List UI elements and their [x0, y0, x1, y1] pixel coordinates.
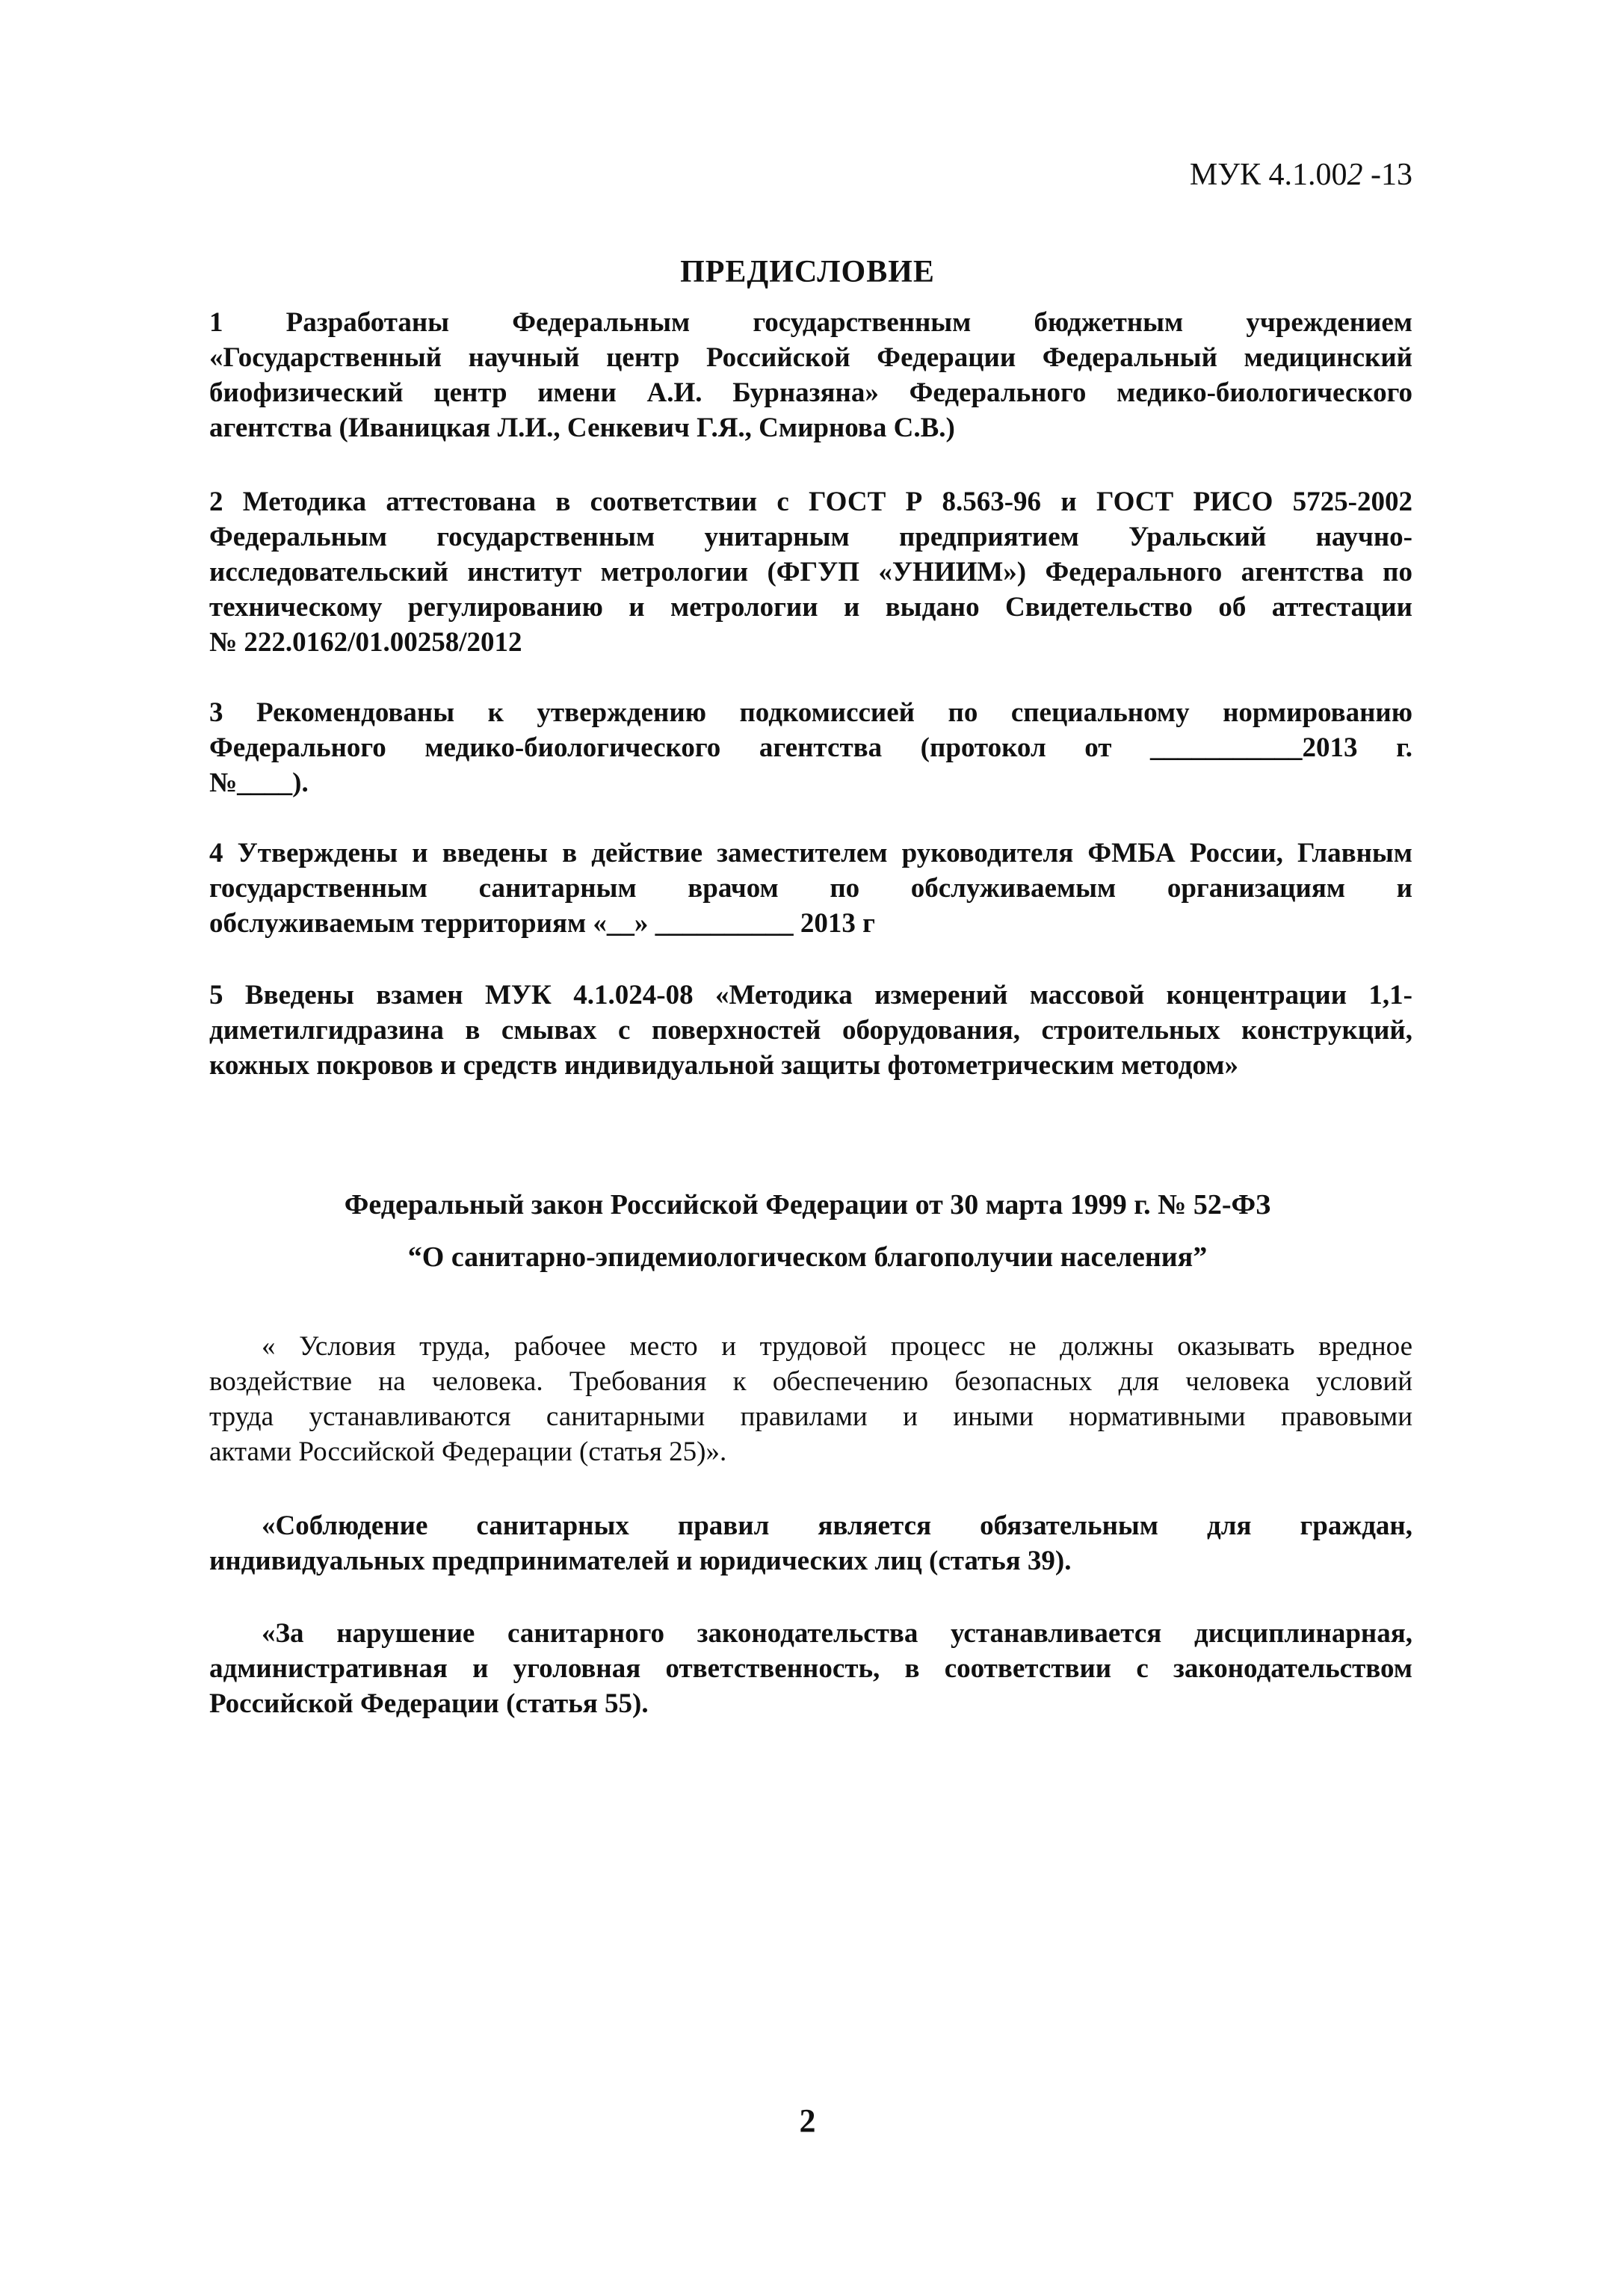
preface-item-1-line: 1 Разработаны Федеральным государственным бюджетным учреждением — [209, 307, 1412, 338]
preface-item-1 — [209, 305, 1412, 445]
preface-item-4-line: обслуживаемым территориям «__» __________ 2013 г — [209, 908, 875, 939]
preface-item-2-line: исследовательский институт метрологии (ФГУП «УНИИМ») Федерального агентства по — [209, 557, 1412, 587]
law-title: Федеральный закон Российской Федерации от 30 марта 1999 г. № 52-ФЗ — [344, 1189, 1271, 1220]
law-quote-2 — [209, 1508, 1412, 1578]
preface-title: ПРЕДИСЛОВИЕ — [680, 255, 935, 289]
page-number: 2 — [799, 2102, 816, 2139]
law-subtitle: “О санитарно-эпидемиологическом благополучии населения” — [407, 1241, 1208, 1273]
law-quote-3 — [209, 1616, 1412, 1721]
preface-item-2-line: техническому регулированию и метрологии и выдано Свидетельство об аттестации — [209, 592, 1412, 623]
law-quote-3-line: «За нарушение санитарного законодательства устанавливается дисциплинарная, — [262, 1618, 1412, 1649]
law-quote-1-line: труда устанавливаются санитарными правилами и иными нормативными правовыми — [209, 1401, 1412, 1432]
preface-item-3-line: Федерального медико-биологического агентства (протокол от ___________2013 г. — [209, 732, 1412, 763]
document-code-suffix: -13 — [1362, 158, 1412, 192]
preface-item-2 — [209, 484, 1412, 660]
preface-item-2-line: № 222.0162/01.00258/2012 — [209, 627, 522, 658]
preface-item-1-line: биофизический центр имени А.И. Бурназяна» Федерального медико-биологического — [209, 377, 1412, 408]
preface-item-4-line: 4 Утверждены и введены в действие заместителем руководителя ФМБА России, Главным — [209, 838, 1412, 868]
law-quote-1-line: воздействие на человека. Требования к обеспечению безопасных для человека условий — [209, 1366, 1412, 1397]
document-code-prefix: МУК 4.1.00 — [1189, 158, 1347, 192]
preface-item-5-line: кожных покровов и средств индивидуальной защиты фотометрическим методом» — [209, 1050, 1239, 1081]
preface-item-2-line: Федеральным государственным унитарным предприятием Уральский научно- — [209, 522, 1412, 552]
preface-item-2-line: 2 Методика аттестована в соответствии с ГОСТ Р 8.563-96 и ГОСТ РИСО 5725-2002 — [209, 487, 1412, 517]
preface-item-5-line: 5 Введены взамен МУК 4.1.024-08 «Методика измерений массовой концентрации 1,1- — [209, 980, 1412, 1010]
law-quote-2-line: индивидуальных предпринимателей и юридических лиц (статья 39). — [209, 1546, 1072, 1576]
preface-item-3 — [209, 695, 1412, 800]
law-quote-1 — [209, 1329, 1412, 1469]
law-quote-2-line: «Соблюдение санитарных правил является обязательным для граждан, — [262, 1510, 1412, 1541]
preface-item-4 — [209, 836, 1412, 941]
document-code — [1181, 157, 1412, 193]
law-quote-3-line: Российской Федерации (статья 55). — [209, 1688, 649, 1719]
preface-item-3-line: 3 Рекомендованы к утверждению подкомиссией по специальному нормированию — [209, 697, 1412, 728]
preface-item-1-line: агентства (Иваницкая Л.И., Сенкевич Г.Я., Смирнова С.В.) — [209, 413, 955, 443]
preface-item-4-line: государственным санитарным врачом по обслуживаемым организациям и — [209, 873, 1412, 904]
preface-item-1-line: «Государственный научный центр Российской Федерации Федеральный медицинский — [209, 342, 1412, 373]
preface-item-3-line: №____). — [209, 768, 309, 798]
law-quote-1-line: « Условия труда, рабочее место и трудовой процесс не должны оказывать вредное — [262, 1331, 1412, 1362]
preface-item-5-line: диметилгидразина в смывах с поверхностей оборудования, строительных конструкций, — [209, 1015, 1412, 1046]
law-quote-3-line: административная и уголовная ответственность, в соответствии с законодательством — [209, 1653, 1412, 1684]
preface-item-5 — [209, 978, 1412, 1083]
law-quote-1-line: актами Российской Федерации (статья 25)». — [209, 1436, 727, 1467]
document-code-handwritten: 2 — [1347, 158, 1363, 192]
